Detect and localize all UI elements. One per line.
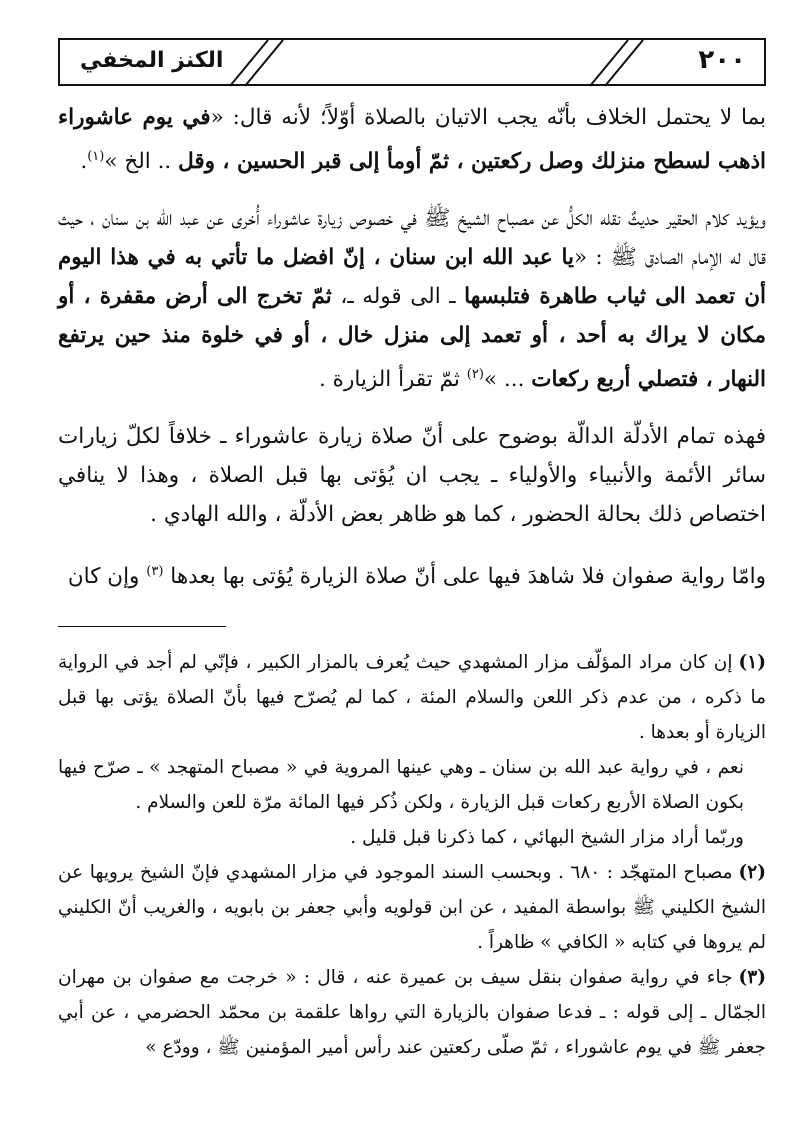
footnote-3 <box>58 960 766 1065</box>
text-span: ثمّ تقرأ الزيارة . <box>319 367 460 393</box>
footnote-1-continued: نعم ، في رواية عبد الله بن سنان ـ وهي عينها المروية في « مصباح المتهجد » ـ صرّح فيها بكون الصلاة الأربع ركعات قبل الزيارة ، ولكن ذُكر فيها المائة مرّة للعن والسلام . <box>58 757 744 813</box>
paragraph-4 <box>58 552 766 596</box>
footnote-2 <box>58 855 766 960</box>
text-span: وامّا رواية صفوان فلا شاهدَ فيها على أنّ صلاة الزيارة يُؤتى بها بعدها <box>170 564 766 590</box>
footnote-1-continued: وربّما أراد مزار الشيخ البهائي ، كما ذكرنا قبل قليل . <box>350 827 744 848</box>
footnote-text: جاء في رواية صفوان بنقل سيف بن عميرة عنه ، قال : « خرجت مع صفوان بن مهران الجمّال ـ إلى قوله : ـ فدعا صفوان بالزيارة التي رواها علقمة بن محمّد الحضرمي ، عن أبي جعفر ﷺ في يوم عاشوراء ، ثمّ صلّى ركعتين عند رأس أمير المؤمنين ﷺ ، وودّع » <box>58 967 766 1058</box>
main-text <box>58 98 766 614</box>
footnote-1 <box>58 645 766 750</box>
text-span: بما لا يحتمل الخلاف بأنّه يجب الاتيان بالصلاة أوّلاً؛ لأنه قال: « <box>210 105 766 130</box>
text-span: ويؤيد كلام الحقير حديثٌ نقله الكلُّ عن مصباح الشيخ ﷺ في خصوص زيارة عاشوراء أُخرى عن عبد الله بن سنان ، حيث قال له الإمام الصادق ﷺ : « <box>58 206 767 271</box>
footnote-ref: (١) <box>87 149 105 164</box>
hadith-quote: ثمّ تخرج الى أرض مقفرة ، أو مكان لا يراك به أحد ، أو تعمد إلى منزل خال ، أو في خلوة منذ حين يرتفع النهار ، فتصلي أربع ركعات <box>58 284 766 393</box>
hadith-quote: في يوم عاشوراء اذهب لسطح منزلك وصل ركعتين ، ثمّ أومأ إلى قبر الحسين ، وقل <box>58 105 766 175</box>
paragraph-3: فهذه تمام الأدلّة الدالّة بوضوح على أنّ صلاة زيارة عاشوراء ـ خلافاً لكلّ زيارات سائر الأئمة والأنبياء والأولياء ـ يجب ان يُؤتى بها قبل الصلاة ، وهذا لا ينافي اختصاص ذلك بحالة الحضور ، كما هو ظاهر بعض الأدلّة ، والله الهادي . <box>58 424 766 528</box>
footnote-text: مصباح المتهجّد : ٦٨٠ . وبحسب السند الموجود في مزار المشهدي فإنّ الشيخ يرويها عن الشيخ الكليني ﷺ بواسطة المفيد ، عن ابن قولويه وأبي جعفر بن بابويه ، والغريب أنّ الكليني لم يروها في كتابه « الكافي » ظاهراً . <box>58 862 766 953</box>
text-span: .. الخ » <box>104 149 172 175</box>
footnotes <box>58 645 766 1065</box>
page-number: ٢٠٠ <box>698 45 746 75</box>
book-title: الكنز المخفي <box>80 48 224 73</box>
text-span: ـ الى قوله ـ، <box>340 284 456 310</box>
footnote-ref: (٢) <box>466 367 484 383</box>
text-span: وإن كان <box>67 564 140 590</box>
paragraph-2 <box>58 199 766 399</box>
footnote-ref: (٣) <box>146 564 164 580</box>
text-span: ... » <box>483 367 525 393</box>
hadith-quote: يا عبد الله ابن سنان ، إنّ افضل ما تأتي به في هذا اليوم أن تعمد الى ثياب طاهرة فتلبسها <box>58 245 766 310</box>
paragraph-1 <box>58 98 766 181</box>
footnote-number: (٢) <box>738 862 766 883</box>
footnote-separator <box>58 626 226 627</box>
footnote-number: (١) <box>738 652 766 673</box>
footnote-text: إن كان مراد المؤلّف مزار المشهدي حيث يُعرف بالمزار الكبير ، فإنّي لم أجد في الرواية ما ذكره ، من عدم ذكر اللعن والسلام المئة ، كما لم يُصرّح فيها بأنّ الصلاة يؤتى بها قبل الزيارة أو بعدها . <box>58 652 766 743</box>
text-span: . <box>80 149 88 175</box>
footnote-number: (٣) <box>738 967 766 988</box>
running-header <box>58 38 766 86</box>
